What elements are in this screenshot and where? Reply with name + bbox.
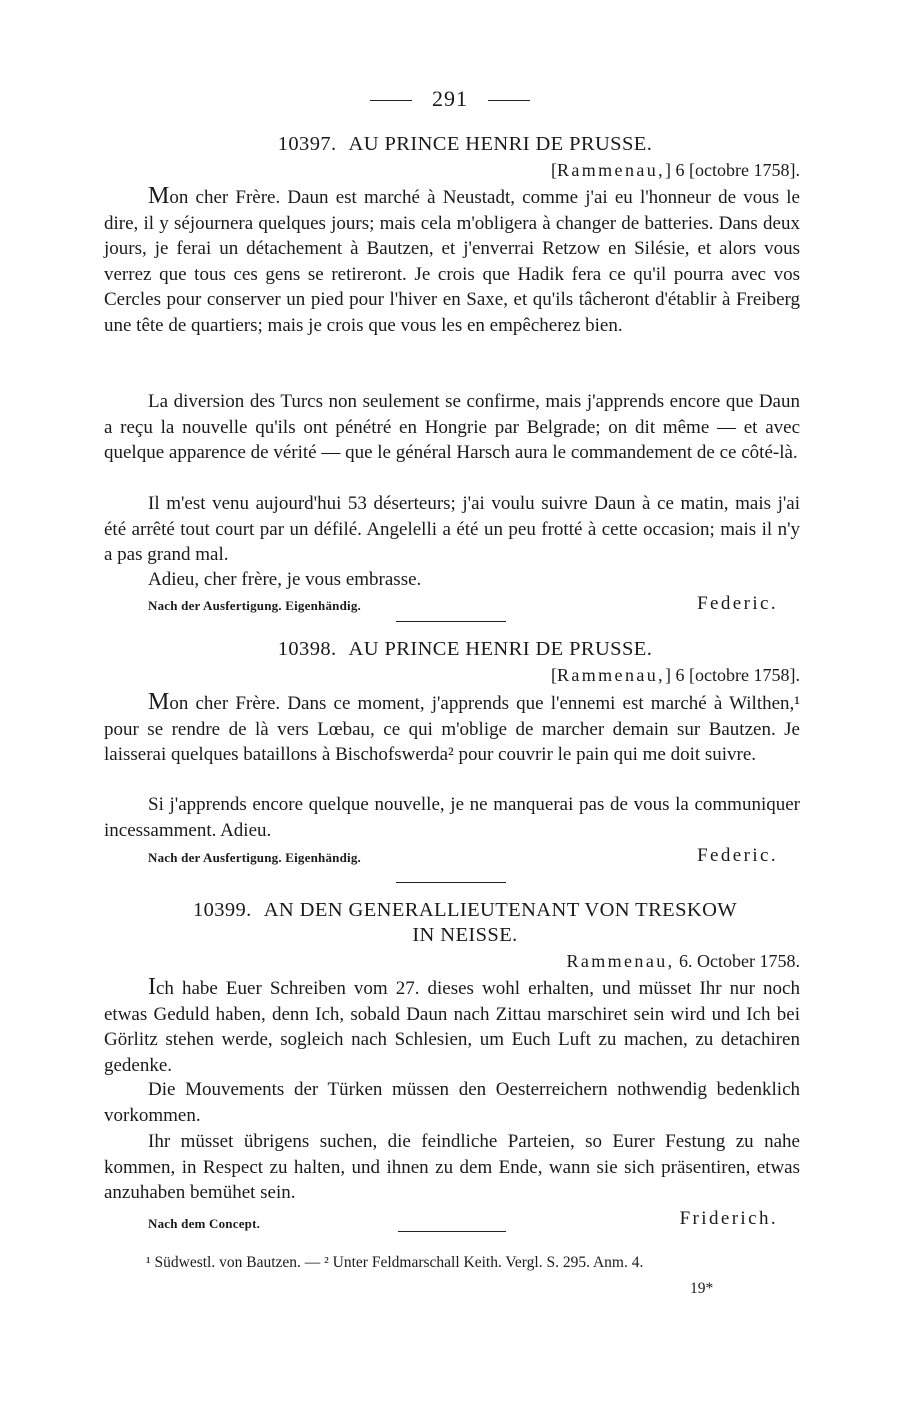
section-divider [396,882,506,883]
section-divider [396,621,506,622]
letter-date: 6 [octobre 1758]. [675,665,800,685]
header-rule-right [488,100,530,101]
letter-paragraph: Il m'est venu aujourd'hui 53 déserteurs; j'ai voulu suivre Daun à ce matin, mais j'ai été arrêté tout court par un défilé. Angelelli a été un peu frotté à cette occasion; mais il n'y a pas grand mal. [104,493,800,566]
letter-number: 10399. [192,899,252,921]
initial-letter: I [148,974,156,1000]
source-note: Nach der Ausfertigung. Eigenhändig. [148,598,361,613]
source-note: Nach dem Concept. [148,1216,261,1231]
letter-title-line2: IN NEISSE. [412,924,518,946]
letter-signature: Federic. [697,593,778,614]
letter-paragraph: Si j'apprends encore quelque nouvelle, je ne manquerai pas de vous la communiquer incessamment. Adieu. [104,794,800,841]
letter-place: Rammenau, [556,160,666,180]
page-header [0,86,900,112]
page-number: 291 [432,86,468,111]
letter-signature: Federic. [697,845,778,866]
letter-signature: Friderich. [679,1208,778,1229]
letter-date: 6 [octobre 1758]. [675,160,800,180]
letter-paragraph: Ihr müsset übrigens suchen, die feindliche Parteien, so Eurer Festung zu nahe kommen, in Respect zu halten, und ihnen zu dem Ende, wann sie sich präsentiren, etwas anzuhaben bemühet sein. [104,1131,800,1204]
footnote-rule [398,1231,506,1232]
letter-title: AU PRINCE HENRI DE PRUSSE. [348,133,653,155]
initial-letter: M [148,183,170,209]
letter-paragraph: Die Mouvements der Türken müssen den Oesterreichern nothwendig bedenklich vorkommen. [104,1079,800,1126]
letter-title: AN DEN GENERALLIEUTENANT VON TRESKOW [263,899,738,921]
source-note: Nach der Ausfertigung. Eigenhändig. [148,850,361,865]
letter-dateline: [Rammenau,] 6 [octobre 1758]. [550,160,800,180]
letter-place: Rammenau, [566,951,675,971]
letter-paragraph: Mon cher Frère. Daun est marché à Neustadt, comme j'ai eu l'honneur de vous le dire, il y séjournera quelques jours; mais cela m'obligera à changer de batteries. Dans deux jours, je ferai un détachement à Bautzen, et j'enverrai Retzow en Silésie, et alors vous verrez que tous ces gens se retireront. Je crois que Hadik fera ce qu'il pourra avec vos Cercles pour conserver un pied pour l'hiver en Saxe, et qu'ils tâcheront d'établir à Freiberg une tête de quartiers; mais je crois que vous les en empêcherez bien. [104,183,800,336]
letter-title: AU PRINCE HENRI DE PRUSSE. [348,638,653,660]
letter-heading [130,638,800,661]
initial-letter: M [148,689,170,715]
letter-paragraph: Mon cher Frère. Dans ce moment, j'apprends que l'ennemi est marché à Wilthen,¹ pour se rendre de là vers Lœbau, ce qui m'oblige de marcher demain sur Bautzen. Je laisserai quelques bataillons à Bischofswerda² pour couvrir le pain qui me doit suivre. [104,689,800,766]
letter-paragraph: Adieu, cher frère, je vous embrasse. [148,569,422,590]
letter-paragraph: Ich habe Euer Schreiben vom 27. dieses wohl erhalten, und müsset Ihr nur noch etwas Geduld haben, denn Ich, sobald Daun nach Zittau marschiret sein wird und Ich bei Görlitz stehen werde, sogleich nach Schlesien, um Euch Luft zu machen, zu detachiren gedenke. [104,974,800,1076]
letter-heading [130,898,800,948]
letter-place: Rammenau, [556,665,666,685]
letter-number: 10398. [277,638,337,660]
letter-paragraph: La diversion des Turcs non seulement se confirme, mais j'apprends encore que Daun a reçu la nouvelle qu'ils ont pénétré en Hongrie par Belgrade; on dit même — et avec quelque apparence de vérité — que le général Harsch aura le commandement de ce côté-là. [104,391,800,464]
letter-heading [130,133,800,156]
signature-mark: 19* [690,1280,714,1297]
letter-dateline [566,951,800,972]
letter-dateline: [Rammenau,] 6 [octobre 1758]. [550,665,800,685]
footnotes: ¹ Südwestl. von Bautzen. — ² Unter Feldmarschall Keith. Vergl. S. 295. Anm. 4. [146,1254,644,1271]
header-rule-left [370,100,412,101]
letter-number: 10397. [277,133,337,155]
letter-date: 6. October 1758. [679,951,800,971]
